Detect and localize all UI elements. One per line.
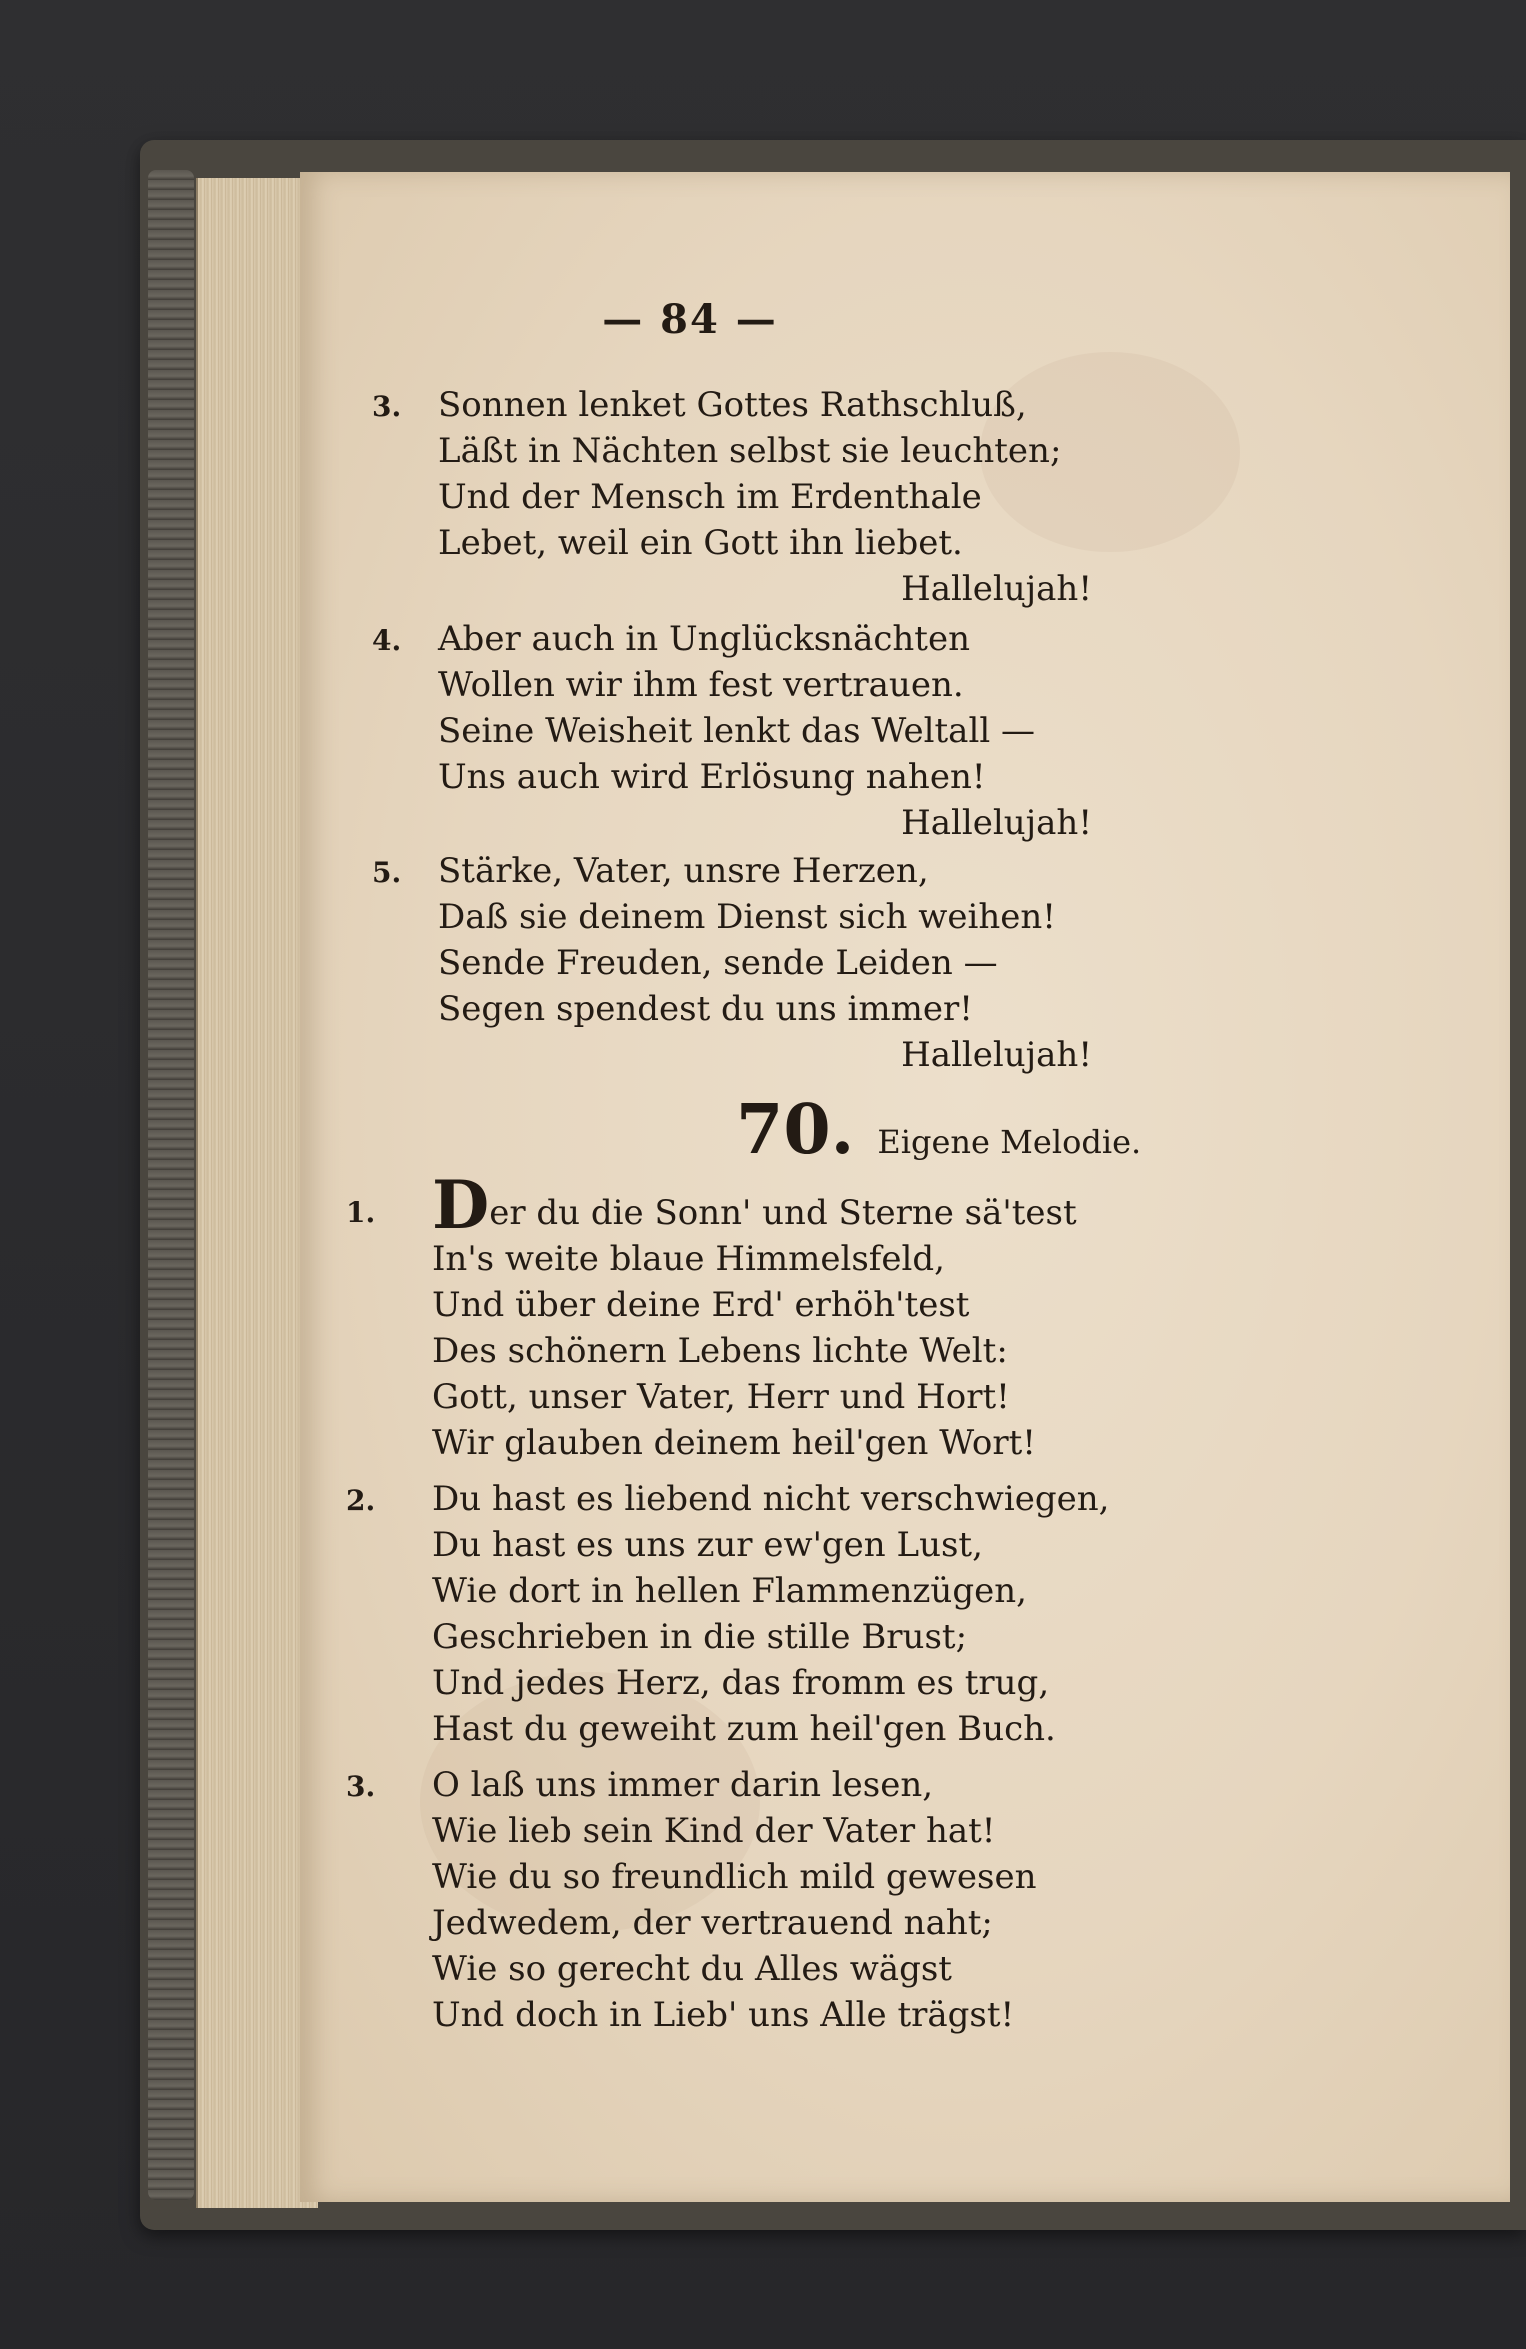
verse-number: 3. — [346, 1770, 376, 1803]
verse-line: Läßt in Nächten selbst sie leuchten; — [438, 431, 1062, 471]
verse-number: 4. — [372, 624, 402, 657]
verse-line: Und doch in Lieb' uns Alle trägst! — [432, 1995, 1015, 2035]
verse-line: Sende Freuden, sende Leiden — — [438, 943, 998, 983]
verse-line: Seine Weisheit lenkt das Weltall — — [438, 711, 1036, 751]
verse-line: Wollen wir ihm fest vertrauen. — [438, 665, 964, 705]
refrain: Hallelujah! — [901, 569, 1092, 609]
verse-line: Du hast es uns zur ew'gen Lust, — [432, 1525, 983, 1565]
verse-line: Wir glauben deinem heil'gen Wort! — [432, 1423, 1036, 1463]
hymn-number: 70. — [736, 1090, 855, 1170]
verse-line: Sonnen lenket Gottes Rathschluß, — [438, 385, 1027, 425]
verse-number: 5. — [372, 856, 402, 889]
verse-first-line — [432, 1166, 1126, 1244]
verse-top-4 — [372, 616, 1092, 846]
verse-line: Wie lieb sein Kind der Vater hat! — [432, 1811, 996, 1851]
verse-line: Hast du geweiht zum heil'gen Buch. — [432, 1709, 1056, 1749]
verse-line: Wie so gerecht du Alles wägst — [432, 1949, 952, 1989]
page-number: — 84 — — [602, 296, 778, 343]
verse-line: Wie dort in hellen Flammenzügen, — [432, 1571, 1027, 1611]
verse-line: In's weite blaue Himmelsfeld, — [432, 1239, 945, 1279]
verse-line: Segen spendest du uns immer! — [438, 989, 973, 1029]
verse-line: er du die Sonn' und Sterne sä'test — [489, 1193, 1077, 1233]
verse-line: Stärke, Vater, unsre Herzen, — [438, 851, 929, 891]
hymn-verse-2 — [346, 1476, 1146, 1752]
hymn-heading — [736, 1090, 1141, 1170]
verse-line: Geschrieben in die stille Brust; — [432, 1617, 968, 1657]
verse-line: Daß sie deinem Dienst sich weihen! — [438, 897, 1056, 937]
verse-line: O laß uns immer darin lesen, — [432, 1765, 934, 1805]
verse-line: Du hast es liebend nicht verschwiegen, — [432, 1479, 1110, 1519]
refrain: Hallelujah! — [901, 1035, 1092, 1075]
drop-cap: D — [432, 1166, 490, 1244]
verse-top-3 — [372, 382, 1092, 612]
book-page — [300, 172, 1510, 2202]
verse-top-5 — [372, 848, 1092, 1078]
verse-line: Und über deine Erd' erhöh'test — [432, 1285, 970, 1325]
verse-number: 3. — [372, 390, 402, 423]
verse-line: Des schönern Lebens lichte Welt: — [432, 1331, 1008, 1371]
page-content — [300, 172, 1510, 2202]
verse-line: Lebet, weil ein Gott ihn liebet. — [438, 523, 963, 563]
verse-line: Wie du so freundlich mild gewesen — [432, 1857, 1037, 1897]
verse-line: Aber auch in Unglücksnächten — [438, 619, 970, 659]
refrain: Hallelujah! — [901, 803, 1092, 843]
hymn-melody: Eigene Melodie. — [877, 1123, 1142, 1161]
verse-line: Und der Mensch im Erdenthale — [438, 477, 982, 517]
verse-line: Und jedes Herz, das fromm es trug, — [432, 1663, 1050, 1703]
book-spine — [148, 170, 194, 2200]
verse-number: 1. — [346, 1196, 376, 1229]
verse-number: 2. — [346, 1484, 376, 1517]
verse-line: Gott, unser Vater, Herr und Hort! — [432, 1377, 1010, 1417]
verse-line: Jedwedem, der vertrauend naht; — [432, 1903, 993, 1943]
hymn-verse-3 — [346, 1762, 1146, 2038]
hymn-verse-1 — [346, 1166, 1126, 1466]
verse-line: Uns auch wird Erlösung nahen! — [438, 757, 986, 797]
